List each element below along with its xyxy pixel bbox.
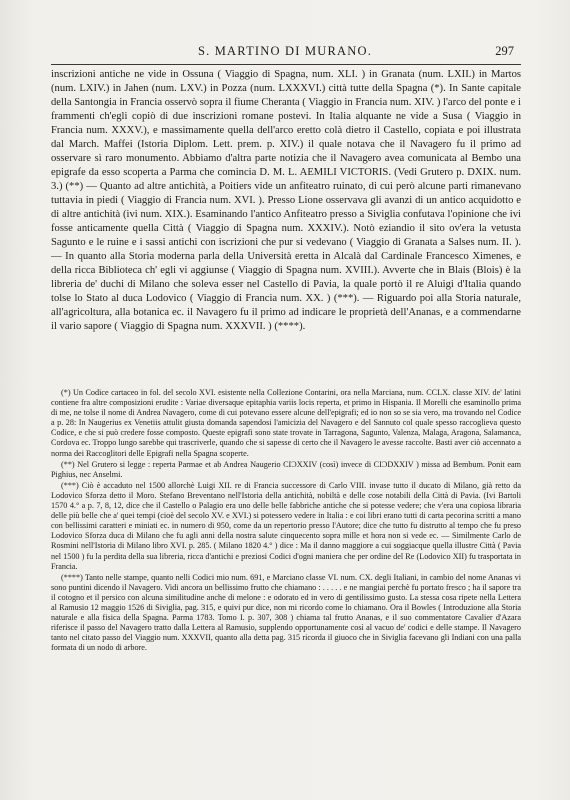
footnotes <box>51 388 521 654</box>
footnote-3: (***) Ciò è accaduto nel 1500 allorchè Luigi XII. re di Francia successore di Carlo VIII. invase tutto il ducato di Milano, già retto da Lodovico Sforza detto il Moro. Stefano Breventano nell'Istoria della antichità, nobiltà e delle cose notabili della Città di Pavia. (Ivi Bartoli 1570 4.° a p. 7, 8, 12, dice che il Castello o Palagio era uno delle belle fabbriche antiche che si potesse vedere; che v'era una copiosa libraria delle più belle che a' quei tempi (cioè del secolo XV. e XVI.) si potessero vedere in Italia : e coi libri erano tutti di carta pecorina scritti a mano con bellissimi caratteri e miniati ec. in numero di 950, come da un repertorio presso l'Autore; dice che tutto fu distrutto al tempo che fu preso Lodovico Sforza duca di Milano che fu agli anni della nostra salute cinquecento sopra mille et hora non si vede ec. — Similmente Carlo de Rosmini nell'Istoria di Milano libro XVI. p. 285. ( Milano 1820 4.° ) dice : Ma il danno maggiore a cui soggiacque quella illustre Città ( Pavia nel 1500 ) fu la perdita della sua libreria, ricca d'antichi e preziosi Codici d'ogni maniera che per ordine del Re (Lodovico XII) fu trasportata in Francia. <box>51 480 521 571</box>
main-text <box>51 68 521 334</box>
footnote-1: (*) Un Codice cartaceo in fol. del secolo XVI. esistente nella Collezione Contarini, ora nella Marciana, num. CCLX. classe XIV. de' latini contiene fra altre composizioni erudite : Variae diversaque epitaphia variis locis reperta, et primo in Hispania. Il Morelli che esaminollo prima di me, ne tolse il nome di Andrea Navagero, come di cui potevano essere alcune dell'epigrafi; ed io non so se sia vero, ma trovando nel Codice a p. 28: In Naugerius ex Venetiis attulit giusta domanda sapendosi l'amicizia del Navagero e del Sannuto col quale spesso raccoglieva questo Codice, e che si può credere fosse composto. Queste epigrafi sono state trovate in Tarragona, Sagunto, Valenza, Malaga, Aragona, Salamanca, Cordova ec. Troppo lungo sarebbe qui trascriverle, quando che si sapesse di certo che il Navagero le avesse raccolte. Basti aver ciò accennato a norma dei Raccoglitori delle Epigrafi nella Spagna scoperte. <box>51 388 521 458</box>
page-header <box>0 44 570 62</box>
footnote-4: (****) Tanto nelle stampe, quanto nelli Codici mio num. 691, e Marciano classe VI. num. CX. degli Italiani, in cambio del nome Ananas vi sono puntini dicendo il Navagero. Vidi ancora un bellissimo frutto che chiamano : . . . . . e ne mangiai perchè fu portato fresco ; ha il sapore tra il cotogno et il persico con alcuna similitudine anche di melone : e odorato ed in vero di gentilissimo gusto. La stessa cosa ripete nella Lettera al Ramusio 12 maggio 1526 di Siviglia, pag. 315, e quivi pur dice, non mi ricordo come lo chiamano. Ora il Bowles ( Introduzione alla Storia naturale e alla fisica della Spagna. Parma 1783. Tomo I. p. 307, 308 ) chiama tal frutto Ananas, e il suo commentatore Cavalier d'Azara riferisce il passo del Navagero tratto dalla Lettera al Ramusio, supplendo opportunamente così al vacuo de' codici e delle stampe. Il Navagero tanto nel citato passo del Viaggio num. XXXVII, quanto alla detta pag. 315 ricorda il giuoco che in Siviglia facevano gli Indiani con una palla formata di un nodo di arbore. <box>51 572 521 653</box>
footnote-2: (**) Nel Grutero si legge : reperta Parmae et ab Andrea Naugerio CIƆXXIV (così) invece di CIƆDXXIV ) missa ad Bembum. Ponit eam Pighius, nec Anselmi. <box>51 459 521 479</box>
header-rule <box>51 64 521 65</box>
body-paragraph: inscrizioni antiche ne vide in Ossuna ( Viaggio di Spagna, num. XLI. ) in Granata (num. LXII.) in Martos (num. LXIV.) in Jahen (num. LXV.) in Pozza (num. LXXXVI.) città tutte della Spagna (*). In Sante capitale della Santongia in Francia osservò sopra il fiume Cheranta ( Viaggio in Francia num. XIV. ) l'arco del ponte e i frammenti ch'egli copiò di due inscrizioni romane postevi. In Italia alquante ne vide a Susa ( Viaggio in Francia num. XXXV.), e massimamente quella dell'arco eretto colà dietro il Castello, copiata e poi illustrata dal March. Maffei (Istoria Diplom. Lett. prem. p. XIV.) il quale notava che il Navagero fu il primo ad osservare sì raro monumento. Abbiamo d'altra parte notizia che il Navagero avea comunicata al Bembo una epigrafe da esso scoperta a Parma che comincia D. M. L. AEMILI VICTORIS. (Vedi Grutero p. DXIX. num. 3.) (**) — Quanto ad altre antichità, a Poitiers vide un anfiteatro ruinato, di cui però alcune parti rimanevano tuttavia in piedi ( Viaggio di Francia num. XVI. ). Presso Lione osservava gli avanzi di un antico acquidotto e di altre antichità (ivi num. XIX.). Esaminando l'antico Anfiteatro presso a Siviglia confutava l'opinione che ivi fosse anticamente quella Città ( Viaggio di Spagna num. XXXIV.). Notò eziandio il sito ov'era la vetusta Sagunto e le ruine e i sassi antichi con iscrizioni che pur si vedevano ( Viaggio di Granata a Salses num. II. ). — In quanto alla Storia moderna parla della Università eretta in Alcalà dal Cardinale Francesco Ximenes, e della ricca Biblioteca ch' egli vi aggiunse ( Viaggio di Spagna num. XVIII.). Avverte che in Blais (Blois) è la libreria de' duchi di Milano che soleva esser nel Castello di Pavia, la quale portò il re Aluigi d'Italia quando tolse lo Stato al duca Lodovico ( Viaggio di Francia num. XX. ) (***). — Riguardo poi alla Storia naturale, all'agricoltura, alla botanica ec. il Navagero fu il primo ad indicare le proprietà dell'Ananas, e a commendarne il vario sapore ( Viaggio di Spagna num. XXXVII. ) (****). <box>51 69 521 332</box>
running-head: S. MARTINO DI MURANO. <box>197 44 373 58</box>
page-number: 297 <box>495 44 514 58</box>
